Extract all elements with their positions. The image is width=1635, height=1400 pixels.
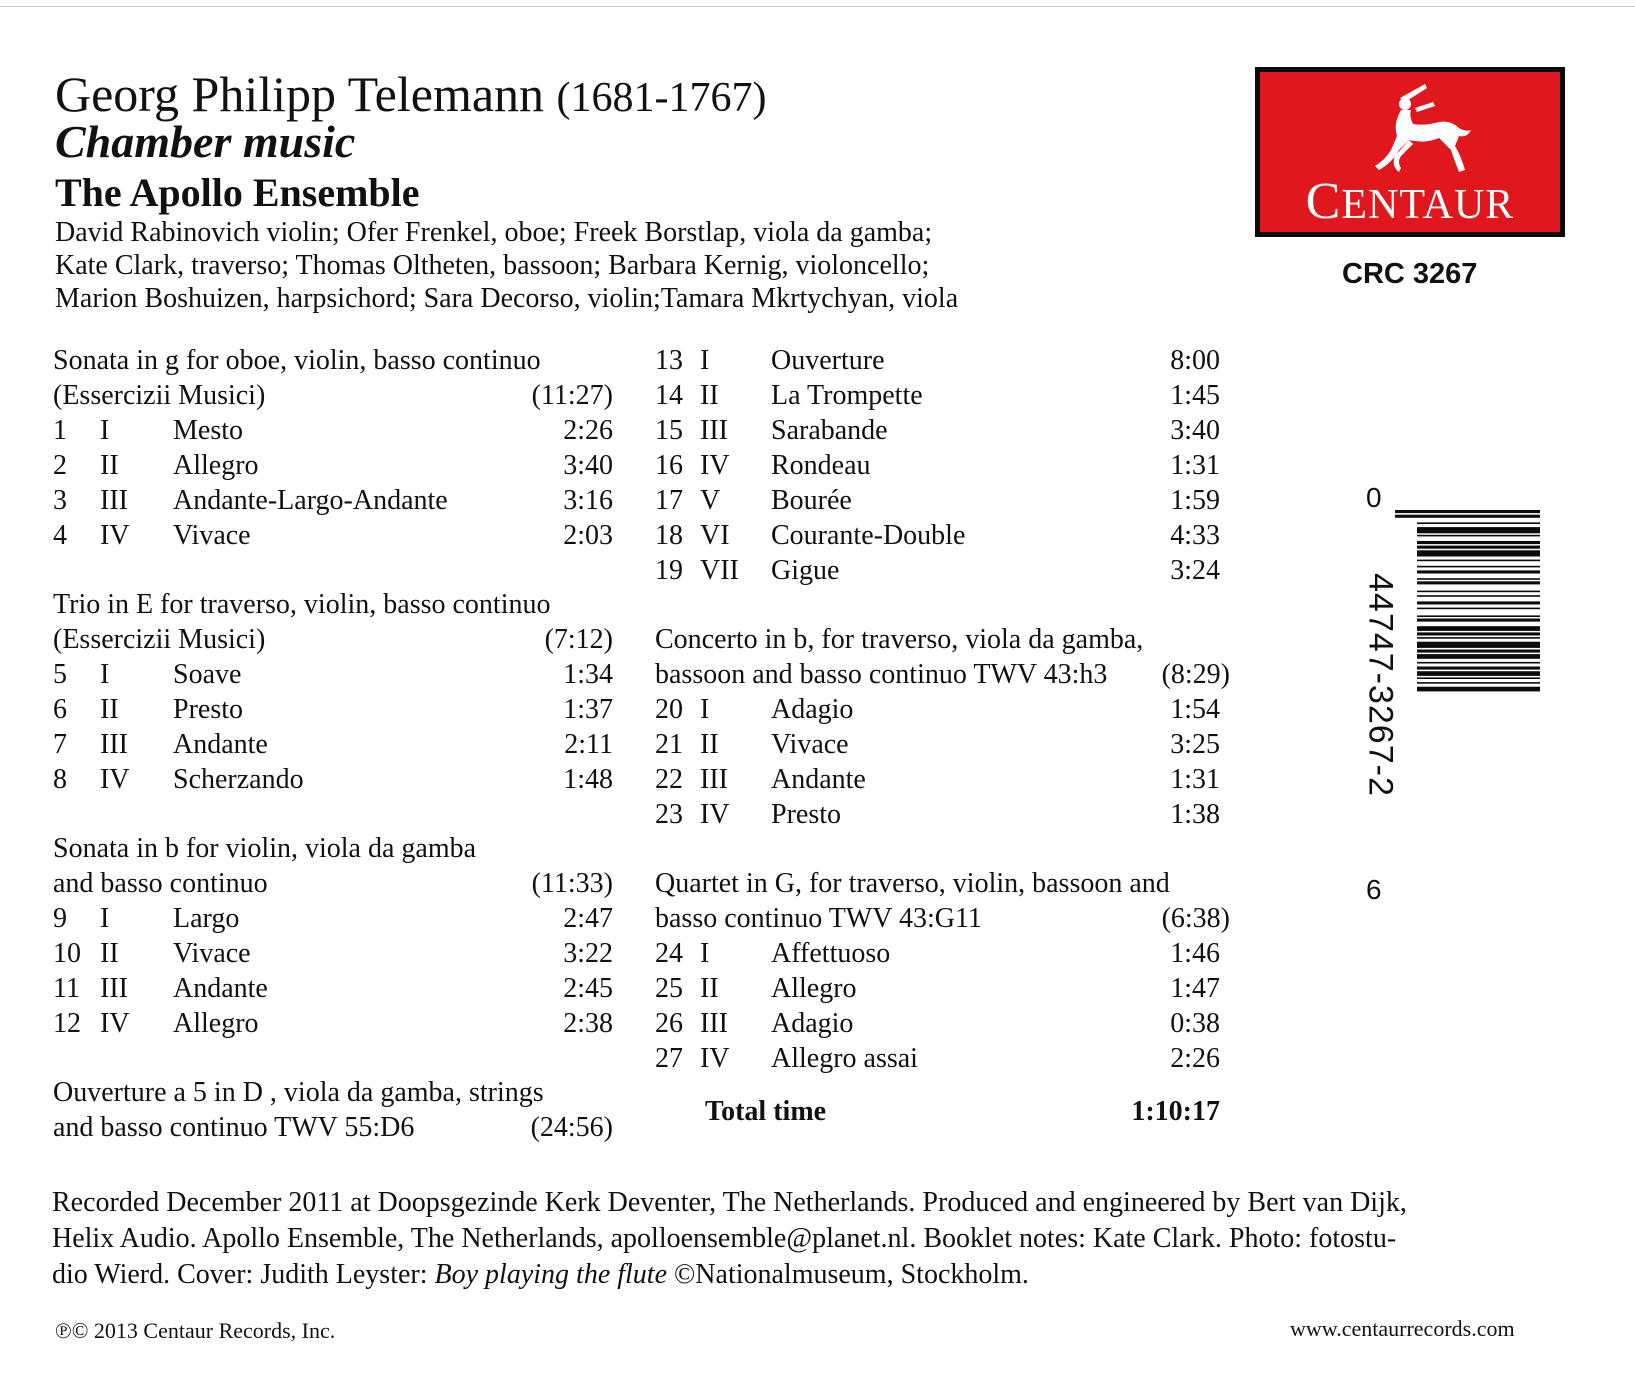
composer-dates: (1681-1767) (556, 75, 767, 121)
centaur-rider-icon (1355, 80, 1475, 180)
barcode-bar (1417, 535, 1540, 537)
barcode-bar (1417, 642, 1540, 648)
performers-line: Kate Clark, traverso; Thomas Oltheten, bassoon; Barbara Kernig, violoncello; (55, 250, 930, 281)
work-block (655, 866, 1230, 1076)
barcode-bar (1417, 637, 1540, 639)
barcode-bar (1417, 591, 1540, 593)
track-row: 14 II La Trompette 1:45 (655, 380, 1220, 411)
barcode-bar (1417, 566, 1540, 568)
track-row: 18 VI Courante-Double 4:33 (655, 520, 1220, 551)
work-subtitle-row: and basso continuo (11:33) (53, 868, 613, 899)
track-row: 13 I Ouverture 8:00 (655, 345, 1220, 376)
track-row: 19 VII Gigue 3:24 (655, 555, 1220, 586)
track-row: 26 III Adagio 0:38 (655, 1008, 1220, 1039)
track-row: 12 IV Allegro 2:38 (53, 1008, 613, 1039)
credits-line: Helix Audio. Apollo Ensemble, The Netherlands, apolloensemble@planet.nl. Booklet notes: Kate Clark. Photo: fotostu- (52, 1223, 1397, 1254)
barcode-bar (1417, 662, 1540, 664)
work-subtitle-row: (Essercizii Musici) (11:27) (53, 380, 613, 411)
track-row: 6 II Presto 1:37 (53, 694, 613, 725)
track-row: 27 IV Allegro assai 2:26 (655, 1043, 1220, 1074)
barcode-bar (1395, 515, 1540, 518)
work-subtitle-row: basso continuo TWV 43:G11 (6:38) (655, 903, 1230, 934)
barcode-digit-first: 0 (1366, 482, 1382, 513)
performers-line: Marion Boshuizen, harpsichord; Sara Decorso, violin;Tamara Mkrtychyan, viola (55, 283, 959, 314)
work-block (53, 831, 623, 1041)
track-row: 3 III Andante-Largo-Andante 3:16 (53, 485, 613, 516)
barcode-bar (1417, 677, 1540, 679)
album-subtitle: Chamber music (55, 116, 356, 167)
work-subtitle-row: (Essercizii Musici) (7:12) (53, 624, 613, 655)
barcode-bar (1417, 682, 1540, 684)
barcode-bar (1417, 654, 1540, 659)
composer-name: Georg Philipp Telemann (55, 66, 545, 122)
work-title: Trio in E for traverso, violin, basso continuo (53, 589, 551, 620)
track-row: 7 III Andante 2:11 (53, 729, 613, 760)
work-subtitle-row: and basso continuo TWV 55:D6 (24:56) (53, 1112, 613, 1143)
work-title: Quartet in G, for traverso, violin, bassoon and (655, 868, 1170, 899)
work-block (53, 343, 623, 553)
barcode-bar (1417, 615, 1540, 617)
barcode-bar (1417, 687, 1540, 692)
work-subtitle-row: bassoon and basso continuo TWV 43:h3 (8:29) (655, 659, 1230, 690)
work-duration: (6:38) (1161, 903, 1230, 934)
website-link[interactable]: www.centaurrecords.com (1290, 1316, 1515, 1341)
barcode-bar (1417, 522, 1540, 524)
barcode-bar (1417, 546, 1540, 549)
track-row: 11 III Andante 2:45 (53, 973, 613, 1004)
track-row: 15 III Sarabande 3:40 (655, 415, 1220, 446)
performers-line: David Rabinovich violin; Ofer Frenkel, oboe; Freek Borstlap, viola da gamba; (55, 217, 933, 248)
track-row: 20 I Adagio 1:54 (655, 694, 1220, 725)
track-row: 25 II Allegro 1:47 (655, 973, 1220, 1004)
track-row: 10 II Vivace 3:22 (53, 938, 613, 969)
work-duration: (11:27) (531, 380, 613, 411)
barcode-digit-last: 6 (1366, 874, 1382, 905)
barcode-bar (1417, 581, 1540, 584)
track-row: 1 I Mesto 2:26 (53, 415, 613, 446)
work-title: Concerto in b, for traverso, viola da gamba, (655, 624, 1144, 655)
barcode-bar (1417, 527, 1540, 533)
barcode-bar (1417, 570, 1540, 573)
barcode-bar (1417, 595, 1540, 597)
cover-artwork-title: Boy playing the flute (434, 1259, 668, 1290)
work-tracks (655, 343, 1230, 588)
barcode-bar (1417, 667, 1540, 670)
track-row: 16 IV Rondeau 1:31 (655, 450, 1220, 481)
track-row: 17 V Bourée 1:59 (655, 485, 1220, 516)
credits-line: Recorded December 2011 at Doopsgezinde Kerk Deventer, The Netherlands. Produced and engineered by Bert van Dijk, (52, 1187, 1407, 1218)
track-row: 2 II Allegro 3:40 (53, 450, 613, 481)
barcode-bar (1417, 626, 1540, 631)
work-duration: (8:29) (1161, 659, 1230, 690)
work-title: Sonata in g for oboe, violin, basso continuo (53, 345, 541, 376)
centaur-logo (1255, 67, 1565, 237)
track-row: 21 II Vivace 3:25 (655, 729, 1220, 760)
track-row: 22 III Andante 1:31 (655, 764, 1220, 795)
barcode-bar (1417, 541, 1540, 544)
total-time-value: 1:10:17 (1131, 1096, 1220, 1127)
tracklist-left-column (53, 343, 623, 1145)
track-row: 23 IV Presto 1:38 (655, 799, 1220, 830)
barcode-bar (1417, 632, 1540, 635)
barcode (1395, 510, 1540, 878)
track-row: 4 IV Vivace 2:03 (53, 520, 613, 551)
tracklist-right-column (655, 343, 1230, 1129)
barcode-bar (1417, 671, 1540, 676)
barcode-digits: 44747-3267-2 (1361, 573, 1400, 797)
barcode-bar (1395, 510, 1540, 513)
work-title: Ouverture a 5 in D , viola da gamba, strings (53, 1077, 544, 1108)
barcode-bar (1417, 601, 1540, 604)
centaur-wordmark: CENTAUR (1305, 173, 1515, 230)
barcode-bar (1417, 650, 1540, 653)
barcode-bar (1417, 578, 1540, 580)
catalog-number: CRC 3267 (1342, 258, 1478, 290)
work-block (53, 1075, 623, 1145)
track-row: 9 I Largo 2:47 (53, 903, 613, 934)
work-duration: (24:56) (530, 1112, 613, 1143)
work-duration: (7:12) (544, 624, 613, 655)
top-edge-line (0, 6, 1635, 7)
total-time-label: Total time (705, 1096, 827, 1127)
work-block (53, 587, 623, 797)
track-row: 8 IV Scherzando 1:48 (53, 764, 613, 795)
ensemble-name: The Apollo Ensemble (55, 170, 420, 215)
track-row: 24 I Affettuoso 1:46 (655, 938, 1220, 969)
work-title: Sonata in b for violin, viola da gamba (53, 833, 477, 864)
total-time-row (655, 1094, 1230, 1129)
credits-line: dio Wierd. Cover: Judith Leyster: Boy playing the flute ©Nationalmuseum, Stockholm. (52, 1259, 1029, 1290)
barcode-bar (1417, 608, 1540, 610)
barcode-bar (1417, 619, 1540, 622)
barcode-bar (1417, 560, 1540, 562)
track-row: 5 I Soave 1:34 (53, 659, 613, 690)
work-duration: (11:33) (531, 868, 613, 899)
work-block (655, 622, 1230, 832)
copyright-notice: ℗© 2013 Centaur Records, Inc. (55, 1318, 336, 1343)
barcode-bar (1417, 550, 1540, 556)
